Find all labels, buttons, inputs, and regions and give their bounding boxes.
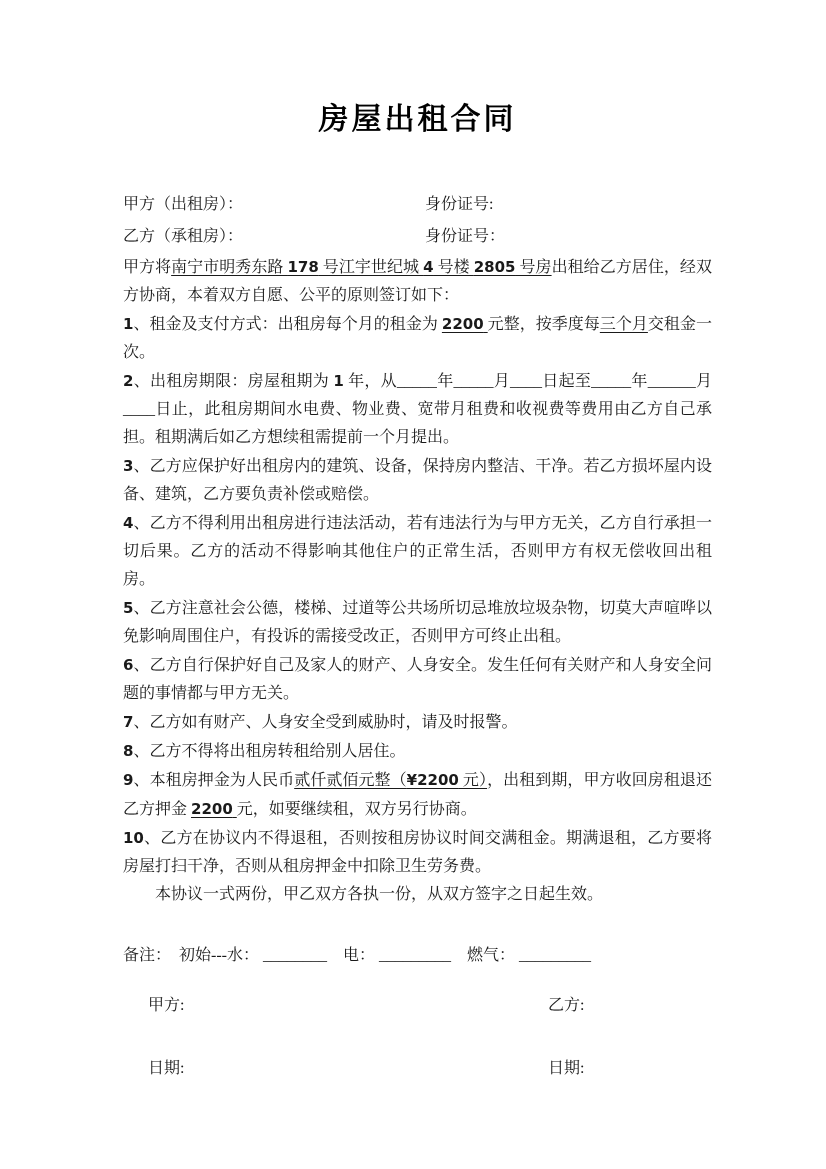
body-text: 出租给乙方居住，经双方协商，本着双方自愿、公平的原则签订如下：: [123, 259, 712, 304]
body-text: 6、乙方自行保护好自己及家人的财产、人身安全。发生任何有关财产和人身安全问题的事情都与甲方无关。: [123, 656, 712, 702]
underlined-text: 南宁市明秀东路 178 号江宇世纪城 4 号楼 2805 号房: [171, 258, 552, 276]
numeric-text: 10: [123, 829, 144, 847]
numeric-text: 1: [123, 315, 134, 333]
numeric-text: 2200: [191, 800, 233, 818]
underlined-text: 三个月: [599, 316, 648, 333]
contract-paragraph: [123, 766, 712, 824]
signature-label-party-a: 甲方:: [148, 997, 185, 1014]
party-label-tenant: 乙方（承租房）：: [123, 228, 244, 245]
party-id-label-tenant: 身份证号：: [425, 228, 506, 245]
body-text: 5、乙方注意社会公德，楼梯、过道等公共场所切忌堆放垃圾杂物，切莫大声喧哗以免影响周围住户，有投诉的需接受改正，否则甲方可终止出租。: [123, 599, 712, 645]
body-text: 本协议一式两份，甲乙双方各执一份，从双方签字之日起生效。: [155, 886, 604, 903]
remarks-line: 备注： 初始---水： ________ 电： _________ 燃气： _________: [123, 947, 591, 964]
contract-paragraph: [123, 824, 712, 881]
numeric-text: 2: [123, 372, 134, 390]
numeric-text: 7: [123, 713, 134, 731]
underlined-text: [191, 801, 237, 818]
body-text: 3、乙方应保护好出租房内的建筑、设备，保持房内整洁、干净。若乙方损坏屋内设备、建筑，乙方要负责补偿或赔偿。: [123, 457, 712, 503]
date-label-party-b: 日期:: [548, 1060, 585, 1077]
contract-paragraph: [123, 594, 712, 651]
party-row-tenant: [123, 221, 712, 253]
contract-paragraph: [123, 253, 712, 310]
numeric-text: 2805: [473, 258, 516, 276]
party-id-label-landlord: 身份证号:: [425, 196, 494, 213]
body-text: 10、乙方在协议内不得退租，否则按租房协议时间交满租金。期满退租，乙方要将房屋打扫干净，否则从租房押金中扣除卫生劳务费。: [123, 829, 712, 875]
numeric-text: 5: [123, 599, 134, 617]
contract-paragraph: [123, 310, 712, 367]
body-text: 7、乙方如有财产、人身安全受到威胁时，请及时报警。: [123, 713, 518, 731]
numeric-text: 9: [123, 771, 134, 789]
body-text: 9、本租房押金为人民币: [123, 771, 295, 789]
contract-paragraph: [123, 651, 712, 708]
numeric-text: ¥2200: [406, 771, 459, 789]
signature-row-parties: [123, 992, 712, 1020]
contract-body: [123, 253, 712, 909]
numeric-text: 6: [123, 656, 134, 674]
page-title: 房屋出租合同: [318, 103, 517, 136]
contract-paragraph: [123, 881, 712, 909]
contract-paragraph: [123, 708, 712, 737]
numeric-text: 8: [123, 742, 134, 760]
body-text: ，出租到期，甲方收回房租退还乙方押金: [123, 772, 712, 818]
contract-paragraph: [123, 452, 712, 509]
numeric-text: 4: [123, 514, 134, 532]
numeric-text: 2200: [441, 315, 484, 333]
numeric-text: 4: [423, 258, 434, 276]
contract-paragraph: [123, 509, 712, 594]
parties-block: [123, 189, 712, 253]
body-text: 交租金一次。: [123, 316, 712, 361]
party-label-landlord: 甲方（出租房）：: [123, 196, 244, 213]
signature-row-dates: [123, 1055, 712, 1083]
body-text: 甲方将: [123, 259, 172, 276]
body-text: 4、乙方不得利用出租房进行违法活动，若有违法行为与甲方无关，乙方自行承担一切后果。乙方的活动不得影响其他住户的正常生活，否则甲方有权无偿收回出租房。: [123, 514, 712, 588]
party-row-landlord: [123, 189, 712, 221]
numeric-text: 3: [123, 457, 134, 475]
contract-paragraph: [123, 367, 712, 452]
numeric-text: 1: [333, 372, 344, 390]
body-text: 2、出租房期限：房屋租期为 1 年，从_____年_____月____日起至_____年______月____日止，此租房期间水电费、物业费、宽带月租费和收视费等费用由乙方自己承担。租期满后如乙方想续租需提前一个月提出。: [123, 372, 712, 446]
body-text: 元整，按季度每: [487, 316, 600, 333]
numeric-text: 178: [287, 258, 319, 276]
underlined-text: [442, 316, 488, 333]
underlined-text: 贰仟贰佰元整（¥2200 元）: [294, 771, 488, 789]
date-label-party-a: 日期:: [148, 1060, 185, 1077]
body-text: 8、乙方不得将出租房转租给别人居住。: [123, 742, 406, 760]
body-text: 元，如要继续租，双方另行协商。: [236, 801, 477, 818]
contract-paragraph: [123, 737, 712, 766]
signature-label-party-b: 乙方:: [548, 997, 585, 1014]
body-text: 1、租金及支付方式：出租房每个月的租金为: [123, 315, 442, 333]
